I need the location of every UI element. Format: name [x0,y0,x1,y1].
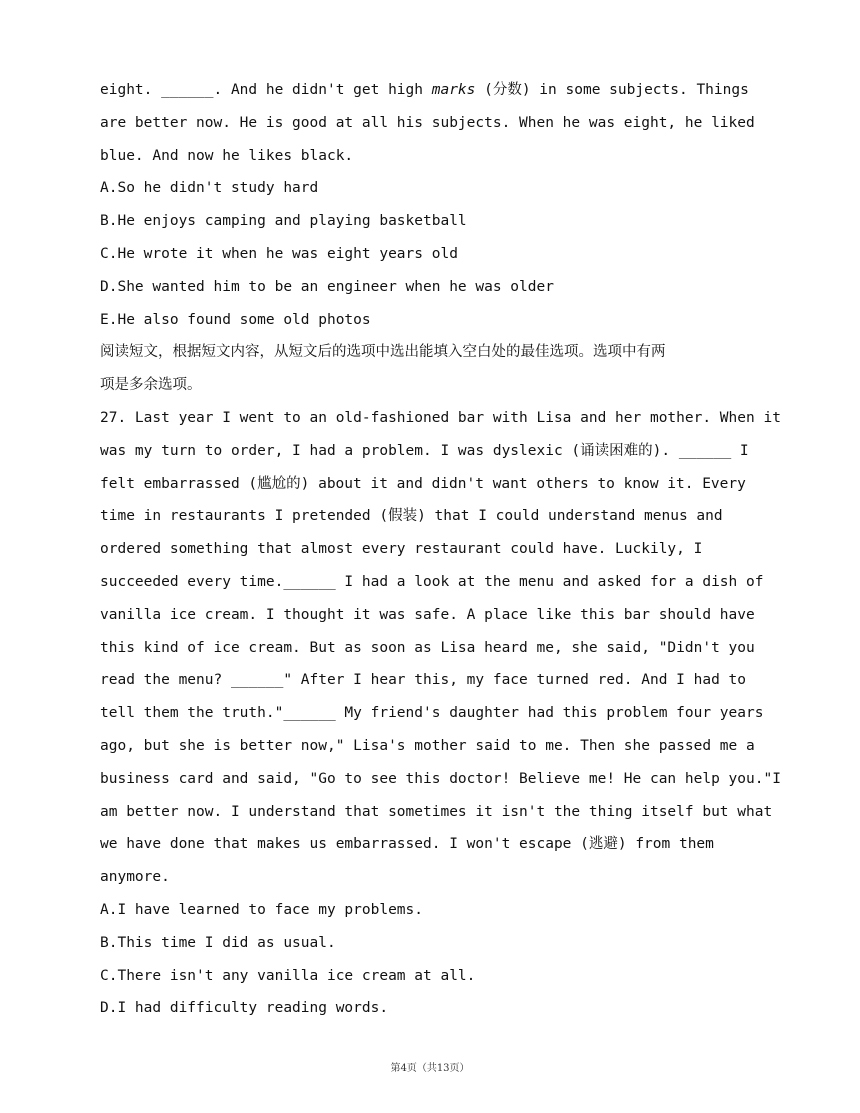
option-27-c: C.There isn't any vanilla ice cream at all. [100,967,476,984]
instructions-line-1: 阅读短文，根据短文内容，从短文后的选项中选出能填入空白处的最佳选项。选项中有两 [100,344,666,361]
option-26-c: C.He wrote it when he was eight years old [100,245,458,262]
passage-26-line-3: blue. And now he likes black. [100,147,354,164]
italic-word: marks [431,82,476,98]
passage-27-line-15: anymore. [100,869,170,886]
option-26-a: A.So he didn't study hard [100,180,319,197]
page-footer [0,1059,860,1074]
passage-27-line-3: felt embarrassed (尴尬的) about it and didn't want others to know it. Every [100,475,746,492]
passage-27-line-1: 27. Last year I went to an old-fashioned bar with Lisa and her mother. When it [100,409,781,426]
passage-26-line-1-text: eight. ______. And he didn't get high marks (分数) in some subjects. Things [100,82,749,98]
passage-27-line-9: read the menu? ______" After I hear this, my face turned red. And I had to [100,672,747,689]
passage-27-line-13: am better now. I understand that sometimes it isn't the thing itself but what [100,803,773,820]
passage-27-line-10: tell them the truth."______ My friend's daughter had this problem four years [100,705,764,722]
page-number-label: 第4页（共13页） [390,1063,470,1074]
option-27-d: D.I had difficulty reading words. [100,1000,389,1017]
passage-27-line-12: business card and said, "Go to see this doctor! Believe me! He can help you."I [100,770,781,787]
option-26-d: D.She wanted him to be an engineer when he was older [100,278,554,295]
passage-27-line-11: ago, but she is better now," Lisa's mother said to me. Then she passed me a [100,737,755,754]
passage-27-line-2: was my turn to order, I had a problem. I was dyslexic (诵读困难的). ______ I [100,442,749,459]
instructions-line-2: 项是多余选项。 [100,377,202,394]
option-26-e: E.He also found some old photos [100,311,371,328]
passage-27-line-4: time in restaurants I pretended (假装) that I could understand menus and [100,508,723,525]
passage-27-line-6: succeeded every time.______ I had a look at the menu and asked for a dish of [100,573,764,590]
option-27-b: B.This time I did as usual. [100,934,336,951]
passage-27-line-14: we have done that makes us embarrassed. I won't escape (逃避) from them [100,836,714,853]
passage-27-line-5: ordered something that almost every restaurant could have. Luckily, I [100,541,703,558]
passage-26-line-1 [100,74,765,107]
passage-27-line-7: vanilla ice cream. I thought it was safe. A place like this bar should have [100,606,755,623]
option-26-b: B.He enjoys camping and playing basketball [100,213,467,230]
passage-26-line-2: are better now. He is good at all his subjects. When he was eight, he liked [100,114,755,131]
option-27-a: A.I have learned to face my problems. [100,901,424,918]
document-page [100,74,781,1025]
passage-27-line-8: this kind of ice cream. But as soon as Lisa heard me, she said, "Didn't you [100,639,755,656]
